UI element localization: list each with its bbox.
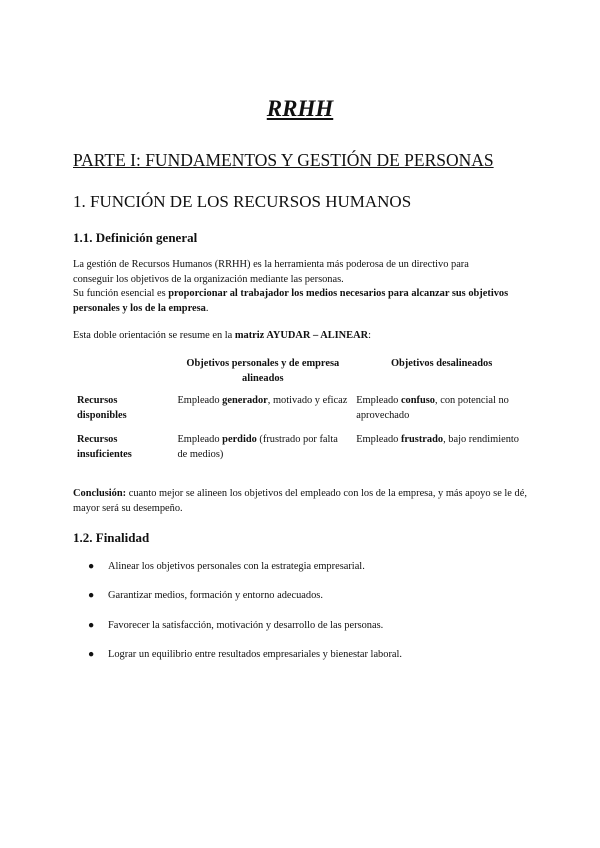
align-matrix-table: [73, 357, 531, 472]
list-item-text: Alinear los objetivos personales con la estrategia empresarial.: [108, 561, 365, 572]
function-text-prefix: Su función esencial es: [73, 288, 169, 299]
matrix-intro-paragraph: [73, 329, 533, 344]
cell-text: Empleado: [177, 434, 223, 445]
cell-text: Empleado: [356, 395, 401, 406]
list-item-text: Lograr un equilibrio entre resultados empresariales y bienestar laboral.: [108, 648, 403, 660]
subsection-heading-purpose: 1.2. Finalidad: [73, 530, 150, 545]
function-text-bold: proporcionar al trabajador los medios necesarios para alcanzar sus objetivos personales y los de la empresa: [73, 288, 509, 314]
conclusion-label: Conclusión:: [73, 488, 127, 499]
cell-text: Empleado: [177, 395, 223, 406]
matrix-intro-prefix: Esta doble orientación se resume en la: [73, 330, 235, 341]
section-heading: 1. FUNCIÓN DE LOS RECURSOS HUMANOS: [73, 192, 412, 211]
matrix-row: [73, 394, 531, 433]
matrix-name: matriz AYUDAR – ALINEAR: [234, 330, 369, 341]
cell-text: (frustrado por falta de medios): [177, 434, 338, 460]
matrix-cell-aligned: [173, 433, 352, 472]
conclusion-paragraph: [73, 487, 533, 516]
document-title: RRHH: [266, 96, 334, 121]
list-item-text: Favorecer la satisfacción, motivación y desarrollo de las personas.: [108, 619, 384, 631]
definition-line-1: La gestión de Recursos Humanos (RRHH) es la herramienta más poderosa de un directivo para: [73, 259, 469, 270]
matrix-header-row: [73, 357, 531, 394]
matrix-cell-misaligned: [352, 433, 531, 472]
cell-keyword: perdido: [222, 434, 257, 445]
part-title: PARTE I: FUNDAMENTOS Y GESTIÓN DE PERSONAS: [73, 150, 494, 170]
matrix-intro-suffix: :: [368, 330, 372, 341]
cell-text: , con potencial no aprovechado: [356, 395, 509, 421]
function-text-suffix: .: [205, 302, 209, 314]
matrix-row-label: Recursos insuficientes: [77, 434, 132, 460]
list-item: [88, 560, 402, 589]
list-item: [88, 619, 402, 648]
conclusion-text: cuanto mejor se alineen los objetivos del empleado con los de la empresa, y más apoyo se le dé, mayor será su desempeño.: [73, 488, 527, 514]
definition-paragraph: [73, 258, 533, 316]
matrix-row-label: Recursos disponibles: [77, 395, 127, 421]
bullet-icon: ●: [88, 561, 95, 572]
bullet-icon: ●: [88, 648, 95, 660]
matrix-header-aligned: Objetivos personales y de empresa alineados: [186, 358, 340, 384]
bullet-icon: ●: [88, 590, 95, 602]
matrix-cell-misaligned: [352, 394, 531, 433]
matrix-corner-cell: [73, 357, 173, 394]
cell-keyword: confuso: [400, 395, 436, 406]
cell-text: Empleado: [356, 434, 401, 445]
matrix-header-misaligned: Objetivos desalineados: [390, 358, 493, 369]
list-item: [88, 589, 402, 618]
matrix-cell-aligned: [173, 394, 352, 433]
subsection-heading-definition: 1.1. Definición general: [73, 230, 198, 245]
cell-keyword: frustrado: [400, 434, 444, 445]
matrix-row: [73, 433, 531, 472]
cell-keyword: generador: [222, 395, 268, 406]
definition-line-2: conseguir los objetivos de la organización mediante las personas.: [73, 273, 344, 285]
bullet-icon: ●: [88, 619, 95, 631]
list-item: [88, 648, 402, 677]
list-item-text: Garantizar medios, formación y entorno adecuados.: [108, 590, 323, 602]
cell-text: , motivado y eficaz: [267, 395, 348, 406]
purpose-list: [88, 560, 402, 677]
cell-text: , bajo rendimiento: [443, 434, 519, 445]
